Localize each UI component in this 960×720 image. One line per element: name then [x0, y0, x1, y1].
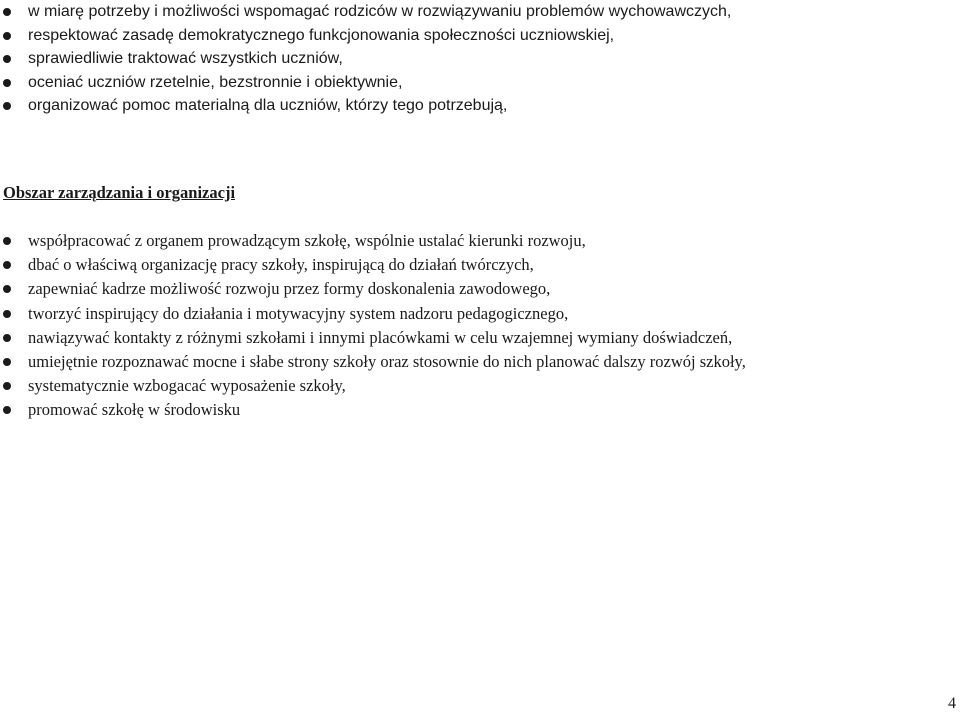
list-item-text: systematycznie wzbogacać wyposażenie szkoły, [28, 376, 346, 396]
management-list [0, 229, 960, 423]
list-item-text: sprawiedliwie traktować wszystkich uczniów, [28, 50, 343, 67]
list-item [0, 302, 960, 326]
bullet-icon [3, 310, 11, 318]
bullet-icon [3, 261, 11, 269]
list-item-text: w miarę potrzeby i możliwości wspomagać rodziców w rozwiązywaniu problemów wychowawczych, [28, 3, 732, 20]
bullet-icon [3, 237, 11, 245]
bullet-icon [3, 382, 11, 390]
bullet-icon [3, 285, 11, 293]
section-heading: Obszar zarządzania i organizacji [3, 183, 236, 202]
list-item [0, 71, 960, 95]
bullet-icon [3, 102, 11, 110]
list-item-text: zapewniać kadrze możliwość rozwoju przez formy doskonalenia zawodowego, [28, 279, 551, 299]
list-item [0, 350, 960, 374]
bullet-icon [3, 79, 11, 87]
responsibilities-list [0, 0, 960, 118]
list-item-text: tworzyć inspirujący do działania i motywacyjny system nadzoru pedagogicznego, [28, 303, 569, 323]
list-item-text: promować szkołę w środowisku [28, 400, 241, 420]
page-number: 4 [948, 695, 956, 712]
list-item [0, 229, 960, 253]
list-item [0, 0, 960, 24]
list-item-text: umiejętnie rozpoznawać mocne i słabe strony szkoły oraz stosownie do nich planować dalszy rozwój szkoły, [28, 351, 746, 371]
bullet-icon [3, 55, 11, 63]
list-item-text: oceniać uczniów rzetelnie, bezstronnie i obiektywnie, [28, 73, 403, 91]
list-item [0, 277, 960, 301]
list-item-text: współpracować z organem prowadzącym szkołę, wspólnie ustalać kierunki rozwoju, [28, 231, 586, 250]
list-item [0, 94, 960, 118]
list-item [0, 326, 960, 350]
list-item-text: organizować pomoc materialną dla uczniów, którzy tego potrzebują, [28, 97, 508, 114]
list-item [0, 253, 960, 277]
bullet-icon [3, 32, 11, 40]
list-item [0, 374, 960, 398]
list-item [0, 47, 960, 71]
list-item-text: dbać o właściwą organizację pracy szkoły, inspirującą do działań twórczych, [28, 255, 534, 275]
bullet-icon [3, 334, 11, 342]
bullet-icon [3, 8, 11, 16]
bullet-icon [3, 406, 11, 414]
list-item-text: respektować zasadę demokratycznego funkcjonowania społeczności uczniowskiej, [28, 26, 615, 44]
list-item [0, 24, 960, 48]
list-item-text: nawiązywać kontakty z różnymi szkołami i innymi placówkami w celu wzajemnej wymiany doświadczeń, [28, 327, 733, 347]
list-item [0, 398, 960, 422]
bullet-icon [3, 358, 11, 366]
